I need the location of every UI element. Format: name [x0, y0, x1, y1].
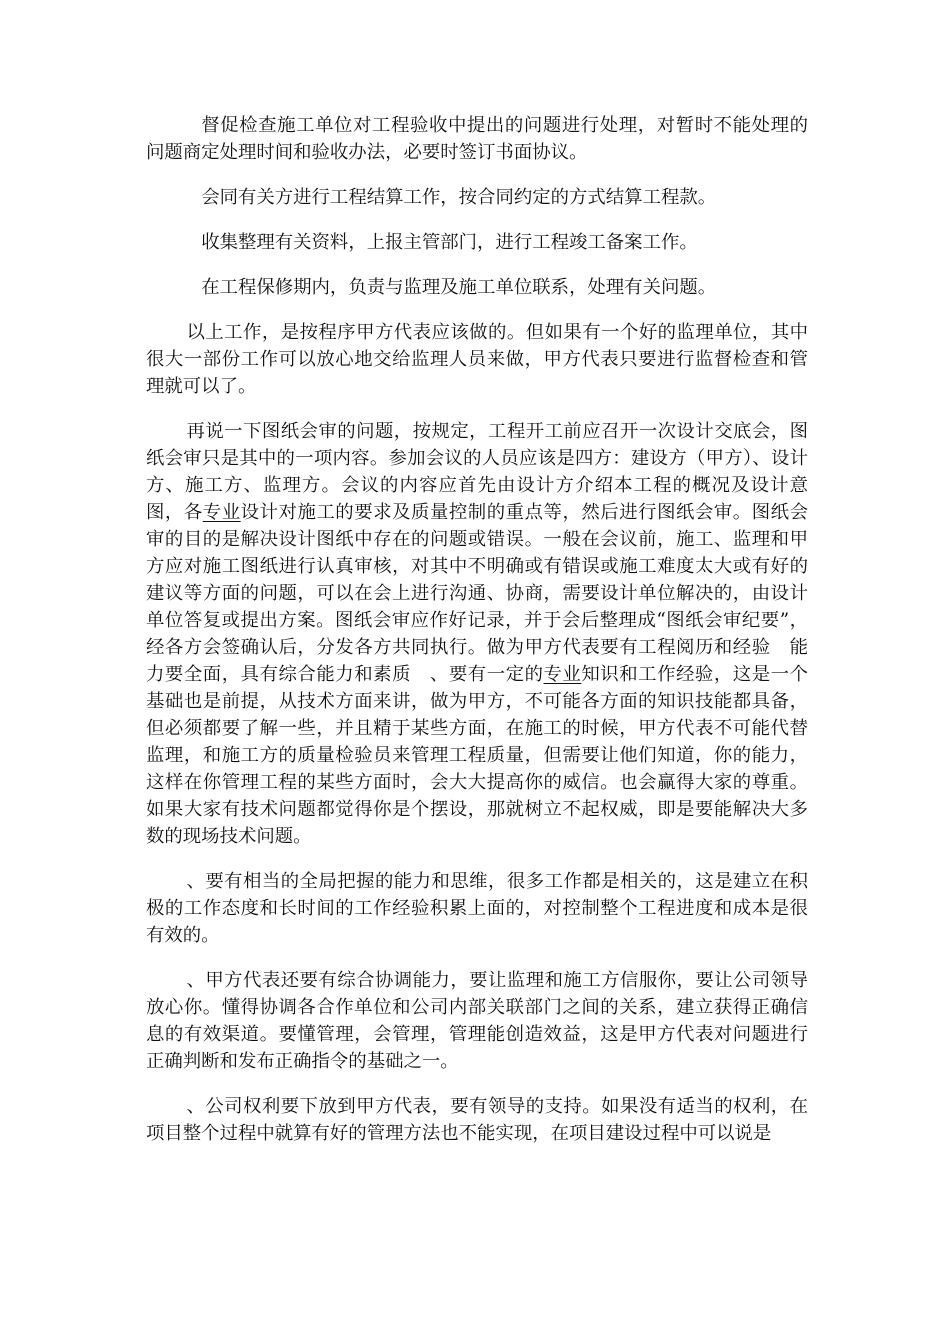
paragraph-settlement: 会同有关方进行工程结算工作，按合同约定的方式结算工程款。	[201, 187, 717, 208]
paragraph-authority: 、公司权利要下放到甲方代表，要有领导的支持。如果没有适当的权利，在项目整个过程中就算有好的管理方法也不能实现，在项目建设过程中可以说是	[146, 1096, 808, 1144]
paragraph-summary: 以上工作，是按程序甲方代表应该做的。但如果有一个好的监理单位，其中很大一部份工作可以放心地交给监理人员来做，甲方代表只要进行监督检查和管理就可以了。	[146, 322, 808, 397]
drawing-review-text-2: 设计对施工的要求及质量控制的重点等，然后进行图纸会审。图纸会审的目的是解决设计图纸中存在的问题或错误。一般在会议前，施工、监理和甲方应对施工图纸进行认真审核，对其中不明确或有错误或施工难度太大或有好的建议等方面的问题，可以在会上进行沟通、协商，需要设计单位解决的，由设计单位答复或提出方案。图纸会审应作好记录，并于会后整理成“图纸会审纪要”，经各方会签确认后，分发各方共同执行。做为甲方代表要有工程阅历和经验 能力要全面，具有综合能力和素质 、要有一定的	[146, 502, 808, 685]
paragraph-overall-ability: 、要有相当的全局把握的能力和思维，很多工作都是相关的，这是建立在积极的工作态度和长时间的工作经验积累上面的，对控制整个工程进度和成本是很有效的。	[146, 871, 808, 946]
paragraph-drawing-review	[146, 418, 808, 850]
underlined-term: 专业	[543, 664, 582, 685]
paragraph-filing: 收集整理有关资料，上报主管部门，进行工程竣工备案工作。	[201, 232, 698, 253]
document-body	[146, 112, 808, 1147]
paragraph-coordination: 、甲方代表还要有综合协调能力，要让监理和施工方信服你，要让公司领导放心你。懂得协调各合作单位和公司内部关联部门之间的关系，建立获得正确信息的有效渠道。要懂管理，会管理，管理能创造效益，这是甲方代表对问题进行正确判断和发布正确指令的基础之一。	[146, 970, 808, 1072]
paragraph-acceptance-issues: 督促检查施工单位对工程验收中提出的问题进行处理，对暂时不能处理的问题商定处理时间和验收办法，必要时签订书面协议。	[146, 115, 808, 163]
paragraph-warranty: 在工程保修期内，负责与监理及施工单位联系，处理有关问题。	[201, 277, 717, 298]
drawing-review-text-3: 知识和工作经验，这是一个基础也是前提，从技术方面来讲，做为甲方，不可能各方面的知识技能都具备，但必须都要了解一些，并且精于某些方面，在施工的时候，甲方代表不可能代替监理，和施工方的质量检验员来管理工程质量，但需要让他们知道，你的能力，这样在你管理工程的某些方面时，会大大提高你的威信。也会赢得大家的尊重。如果大家有技术问题都觉得你是个摆设，那就树立不起权威，即是要能解决大多数的现场技术问题。	[146, 664, 808, 847]
drawing-review-text-1: 再说一下图纸会审的问题，按规定，工程开工前应召开一次设计交底会，图纸会审只是其中的一项内容。参加会议的人员应该是四方：建设方（甲方）、设计方、施工方、监理方。会议的内容应首先由设计方介绍本工程的概况及设计意图，各	[146, 421, 808, 523]
underlined-term: 专业	[202, 502, 241, 523]
